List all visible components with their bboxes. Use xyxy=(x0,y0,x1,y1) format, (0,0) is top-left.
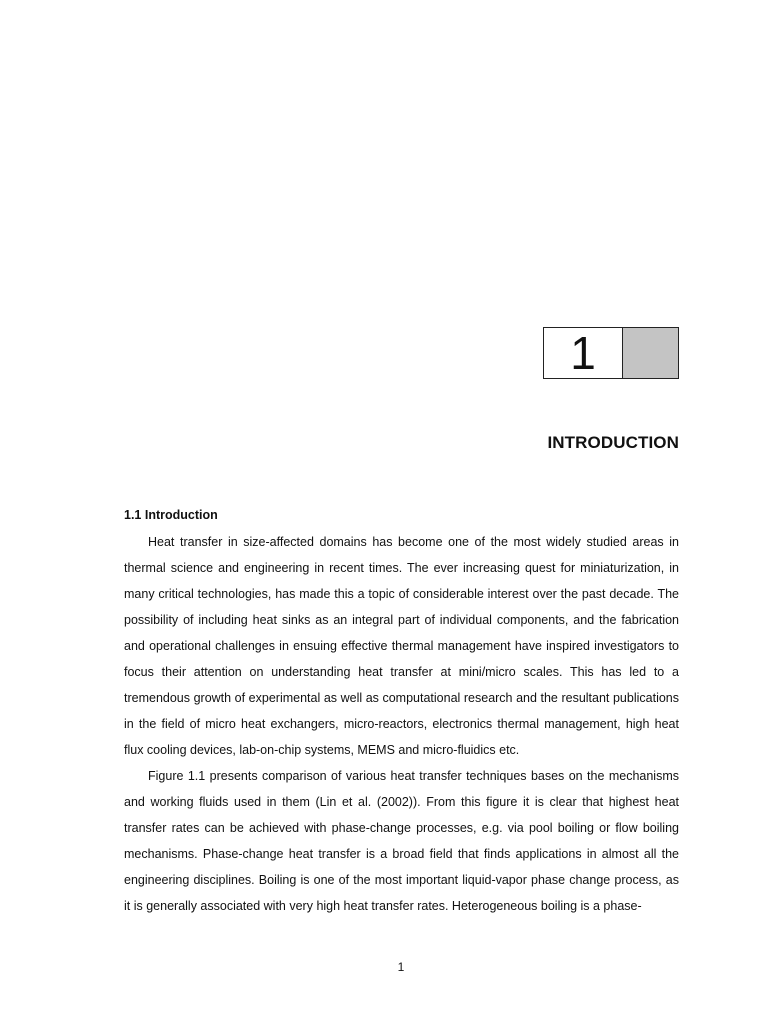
body-paragraph: Figure 1.1 presents comparison of various heat transfer techniques bases on the mechanisms and working fluids used in them (Lin et al. (2002)). From this figure it is clear that highest heat transfer rates can be achieved with phase-change processes, e.g. via pool boiling or flow boiling mechanisms. Phase-change heat transfer is a broad field that finds applications in almost all the engineering disciplines. Boiling is one of the most important liquid-vapor phase change process, as it is generally associated with very high heat transfer rates. Heterogeneous boiling is a phase- xyxy=(124,769,679,913)
body-paragraph: Heat transfer in size-affected domains has become one of the most widely studied areas in thermal science and engineering in recent times. The ever increasing quest for miniaturization, in many critical technologies, has made this a topic of considerable interest over the past decade. The possibility of including heat sinks as an integral part of individual components, and the fabrication and operational challenges in ensuing effective thermal management have inspired investigators to focus their attention on understanding heat transfer at mini/micro scales. This has led to a tremendous growth of experimental as well as computational research and the resultant publications in the field of micro heat exchangers, micro-reactors, electronics thermal management, high heat flux cooling devices, lab-on-chip systems, MEMS and micro-fluidics etc. xyxy=(124,535,679,757)
chapter-number-box xyxy=(543,327,679,379)
chapter-title: INTRODUCTION xyxy=(547,433,679,452)
page-number: 1 xyxy=(397,960,405,974)
section-heading: 1.1 Introduction xyxy=(124,508,218,522)
chapter-number-shade xyxy=(623,328,678,378)
chapter-number: 1 xyxy=(544,328,623,378)
